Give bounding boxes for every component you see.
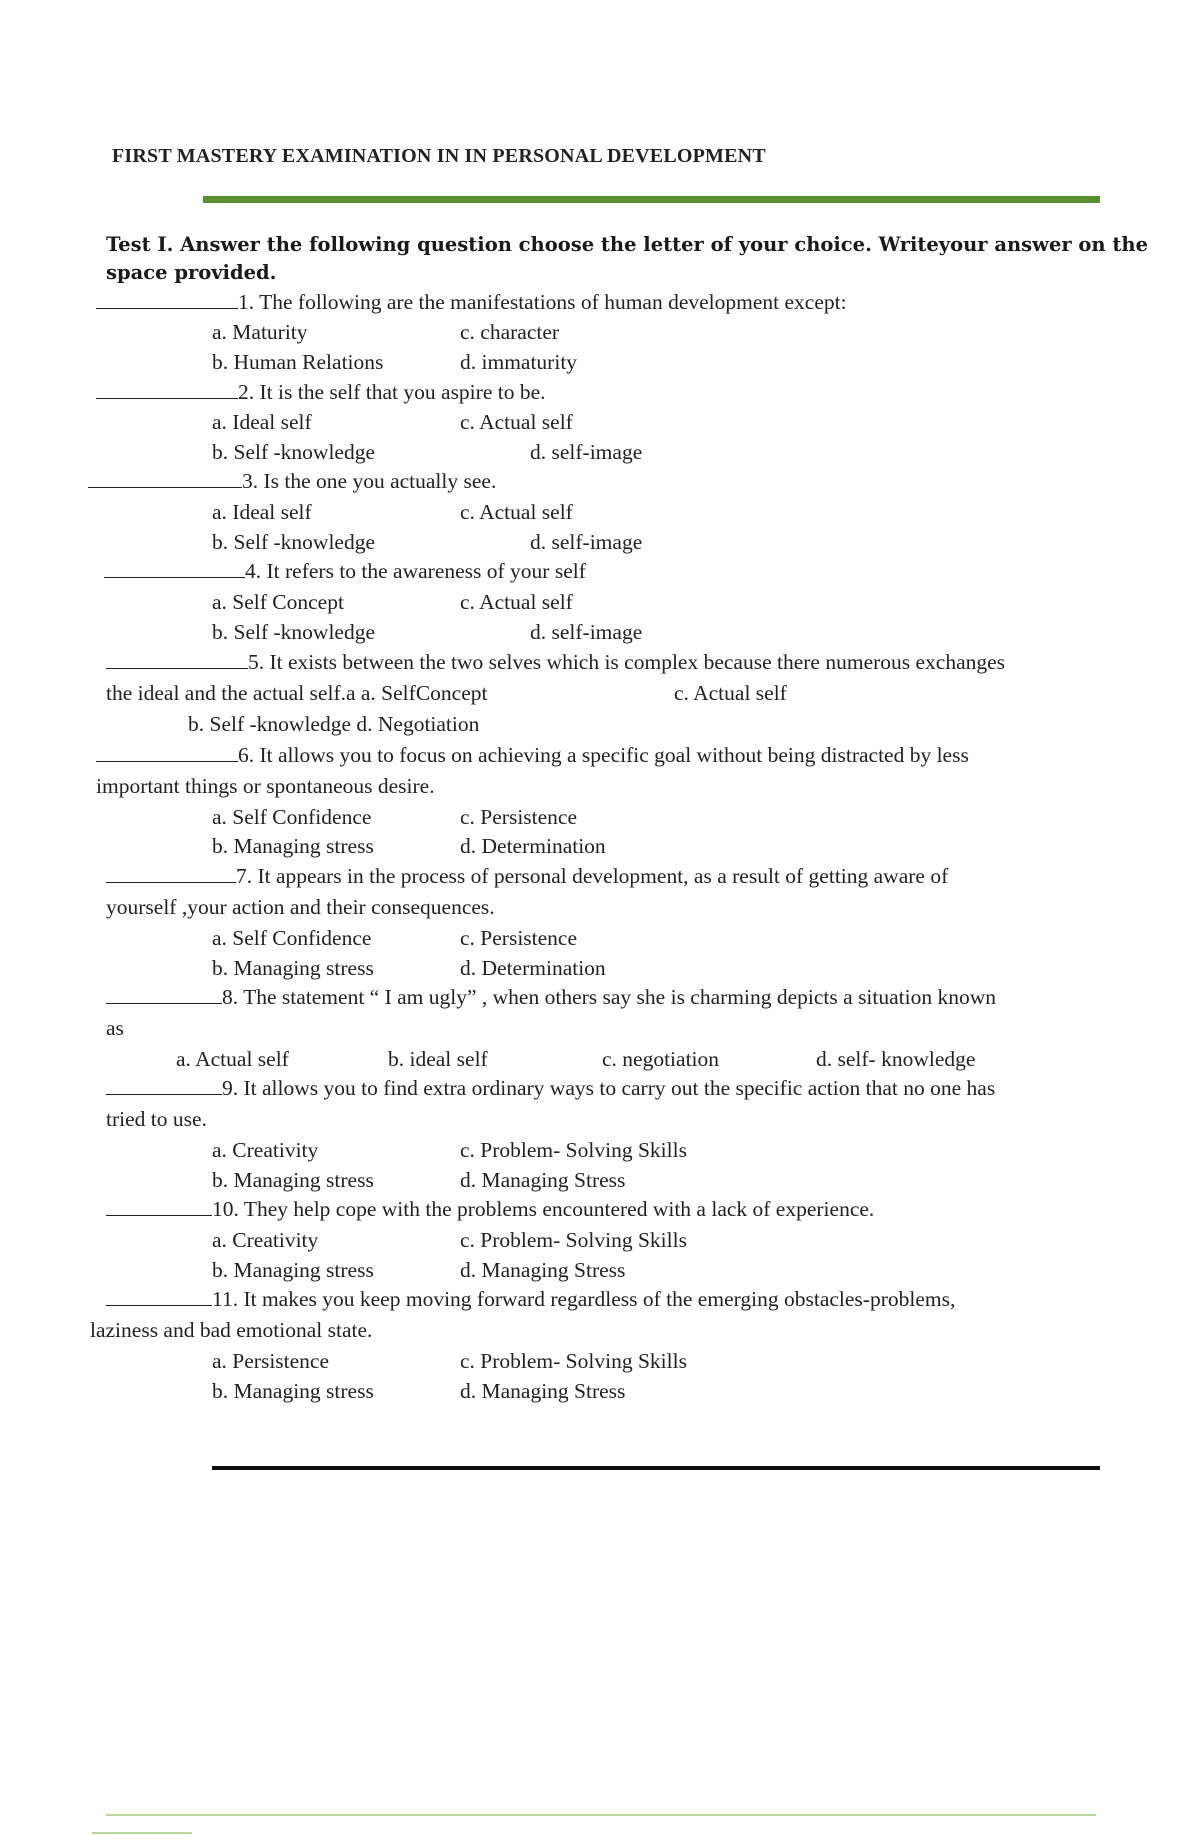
q8-option-d: d. self- knowledge — [816, 1047, 976, 1071]
q2-option-c: c. Actual self — [460, 410, 573, 434]
answer-blank-2[interactable] — [96, 380, 238, 399]
q6-option-a: a. Self Confidence — [212, 805, 372, 829]
q11-option-d: d. Managing Stress — [460, 1379, 626, 1403]
q10-option-b: b. Managing stress — [212, 1258, 374, 1282]
instructions-line-1: Test I. Answer the following question choose the letter of your choice. Writeyour answer on the — [106, 233, 1148, 256]
q10-option-a: a. Creativity — [212, 1228, 319, 1252]
question-10: 10. They help cope with the problems encountered with a lack of experience. — [106, 1197, 874, 1222]
answer-blank-1[interactable] — [96, 290, 238, 309]
answer-blank-10[interactable] — [106, 1197, 212, 1216]
question-9: 9. It allows you to find extra ordinary ways to carry out the specific action that no one has — [106, 1076, 995, 1101]
answer-blank-6[interactable] — [96, 743, 238, 762]
q5-option-b-d: b. Self -knowledge d. Negotiation — [188, 712, 480, 736]
q1-option-a: a. Maturity — [212, 320, 308, 344]
question-3: 3. Is the one you actually see. — [88, 469, 496, 494]
q8-continuation: as — [106, 1016, 124, 1040]
answer-blank-5[interactable] — [106, 650, 248, 669]
q11-continuation: laziness and bad emotional state. — [90, 1318, 373, 1342]
q1-option-d: d. immaturity — [460, 350, 578, 374]
q7-continuation: yourself ,your action and their consequences. — [106, 895, 495, 919]
question-5: 5. It exists between the two selves which is complex because there numerous exchanges — [106, 650, 1005, 675]
question-2: 2. It is the self that you aspire to be. — [96, 380, 546, 405]
answer-blank-11[interactable] — [106, 1287, 212, 1306]
question-1: 1. The following are the manifestations of human development except: — [96, 290, 847, 315]
q3-option-a: a. Ideal self — [212, 500, 312, 524]
q2-option-a: a. Ideal self — [212, 410, 312, 434]
answer-blank-4[interactable] — [104, 559, 245, 578]
q8-option-b: b. ideal self — [388, 1047, 488, 1071]
q3-option-d: d. self-image — [530, 530, 643, 554]
q3-option-c: c. Actual self — [460, 500, 573, 524]
q9-option-d: d. Managing Stress — [460, 1168, 626, 1192]
header-divider — [203, 196, 1100, 203]
q4-option-b: b. Self -knowledge — [212, 620, 376, 644]
answer-blank-7[interactable] — [106, 864, 236, 883]
q7-option-a: a. Self Confidence — [212, 926, 372, 950]
instructions-line-2: space provided. — [106, 261, 277, 284]
q5-option-c: c. Actual self — [674, 681, 787, 705]
q3-option-b: b. Self -knowledge — [212, 530, 376, 554]
page-title: FIRST MASTERY EXAMINATION IN IN PERSONAL DEVELOPMENT — [112, 145, 766, 167]
q7-option-c: c. Persistence — [460, 926, 578, 950]
footer-divider — [212, 1466, 1100, 1470]
q1-option-c: c. character — [460, 320, 560, 344]
answer-blank-8[interactable] — [106, 985, 222, 1004]
question-7: 7. It appears in the process of personal development, as a result of getting aware of — [106, 864, 948, 889]
q10-option-c: c. Problem- Solving Skills — [460, 1228, 687, 1252]
q6-option-b: b. Managing stress — [212, 834, 374, 858]
question-11: 11. It makes you keep moving forward regardless of the emerging obstacles-problems, — [106, 1287, 955, 1312]
q9-continuation: tried to use. — [106, 1107, 207, 1131]
q4-option-c: c. Actual self — [460, 590, 573, 614]
q7-option-d: d. Determination — [460, 956, 606, 980]
q11-option-c: c. Problem- Solving Skills — [460, 1349, 687, 1373]
page-footer-line — [106, 1814, 1096, 1816]
question-4: 4. It refers to the awareness of your self — [104, 559, 586, 584]
q6-option-d: d. Determination — [460, 834, 606, 858]
q5-continuation: the ideal and the actual self.a a. SelfConcept — [106, 681, 488, 705]
q4-option-a: a. Self Concept — [212, 590, 344, 614]
q8-option-a: a. Actual self — [176, 1047, 289, 1071]
q1-option-b: b. Human Relations — [212, 350, 384, 374]
answer-blank-3[interactable] — [88, 469, 242, 488]
q11-option-a: a. Persistence — [212, 1349, 330, 1373]
q9-option-b: b. Managing stress — [212, 1168, 374, 1192]
page-footer-line-short — [92, 1832, 192, 1834]
q7-option-b: b. Managing stress — [212, 956, 374, 980]
q2-option-d: d. self-image — [530, 440, 643, 464]
q9-option-a: a. Creativity — [212, 1138, 319, 1162]
q9-option-c: c. Problem- Solving Skills — [460, 1138, 687, 1162]
q6-continuation: important things or spontaneous desire. — [96, 774, 435, 798]
q2-option-b: b. Self -knowledge — [212, 440, 376, 464]
q10-option-d: d. Managing Stress — [460, 1258, 626, 1282]
q11-option-b: b. Managing stress — [212, 1379, 374, 1403]
question-6: 6. It allows you to focus on achieving a specific goal without being distracted by less — [96, 743, 969, 768]
question-8: 8. The statement “ I am ugly” , when others say she is charming depicts a situation known — [106, 985, 996, 1010]
q4-option-d: d. self-image — [530, 620, 643, 644]
q8-option-c: c. negotiation — [602, 1047, 720, 1071]
answer-blank-9[interactable] — [106, 1076, 222, 1095]
q6-option-c: c. Persistence — [460, 805, 578, 829]
